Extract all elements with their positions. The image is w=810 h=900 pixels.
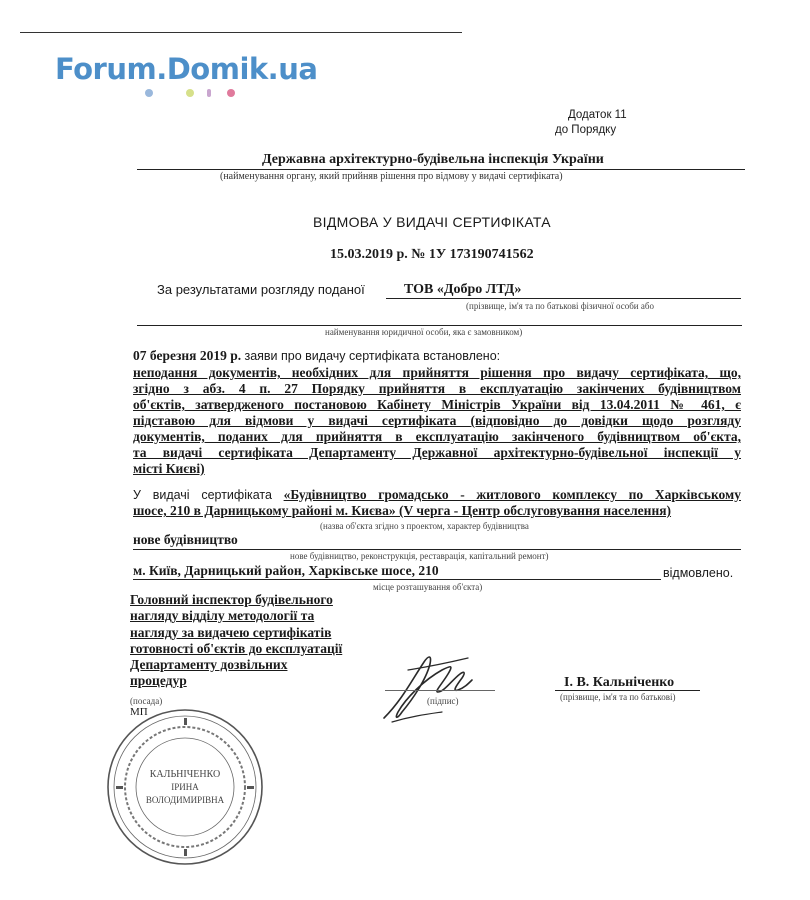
position-line: готовності об'єктів до експлуатації xyxy=(130,640,343,656)
watermark-dot xyxy=(227,89,235,97)
stamp-text-2: ІРИНА xyxy=(171,782,199,792)
applicant-underline xyxy=(386,298,741,299)
construction-caption: нове будівництво, реконструкція, реставрація, капітальний ремонт) xyxy=(290,551,549,561)
object-name-line-2: шосе, 210 в Дарницькому районі м. Києва» (V черга - Центр обслуговування населення) xyxy=(133,503,672,518)
top-rule xyxy=(20,32,462,33)
position-line: Головний інспектор будівельного xyxy=(130,592,333,607)
object-prefix: У видачі сертифіката xyxy=(133,488,272,502)
signature-caption: (підпис) xyxy=(427,696,459,706)
address-underline xyxy=(133,579,661,580)
reason-line: згідно з абз. 4 п. 27 Порядку прийняття в експлуатацію закінчених будівництвом xyxy=(133,381,741,396)
refusal-reason xyxy=(133,365,741,477)
reason-line: об'єктів, затвердженого постановою Кабінету Міністрів України від 13.04.2011 № 461, є xyxy=(133,397,741,412)
signature-line xyxy=(385,690,495,691)
watermark-dot xyxy=(207,89,211,97)
watermark-dot xyxy=(145,89,153,97)
position-line: процедур xyxy=(130,673,187,689)
official-name-underline xyxy=(555,690,700,691)
authority-caption: (найменування органу, який прийняв рішення про відмову у видачі сертифіката) xyxy=(220,171,563,182)
object-name-line-1: «Будівництво громадсько - житлового комплексу по Харківському xyxy=(283,487,741,502)
statement-line xyxy=(133,348,500,364)
signature-image xyxy=(372,640,482,730)
official-name: І. В. Кальніченко xyxy=(564,675,675,690)
position-line: нагляду відділу методології та xyxy=(130,608,315,624)
statement-text: заяви про видачу сертифіката встановлено: xyxy=(244,349,501,363)
applicant-name: ТОВ «Добро ЛТД» xyxy=(404,282,522,297)
construction-type: нове будівництво xyxy=(133,532,238,547)
applicant-caption-2: найменування юридичної особи, яка є замовником) xyxy=(325,327,523,337)
refusal-word: відмовлено. xyxy=(663,566,734,580)
applicant-line-2 xyxy=(137,325,742,326)
appendix-line-1: Додаток 11 xyxy=(568,109,627,121)
position-line: нагляду за видачею сертифікатів xyxy=(130,624,332,640)
object-block xyxy=(133,487,741,519)
location-caption: місце розташування об'єкта) xyxy=(373,582,483,592)
statement-date: 07 березня 2019 р. xyxy=(133,348,242,363)
authority-underline xyxy=(137,169,745,170)
construction-underline xyxy=(133,549,741,550)
object-caption: (назва об'єкта згідно з проектом, характер будівництва xyxy=(320,521,529,531)
position-line: Департаменту дозвільних xyxy=(130,657,288,673)
reason-line: та видачі сертифіката Департаменту Державної архітектурно-будівельної інспекції у xyxy=(133,445,741,460)
applicant-caption-1: (прізвище, ім'я та по батькові фізичної особи або xyxy=(466,301,654,311)
appendix-note xyxy=(555,108,627,138)
stamp-text-1: КАЛЬНІЧЕНКО xyxy=(149,769,221,780)
object-address: м. Київ, Дарницький район, Харківське шосе, 210 xyxy=(133,563,439,578)
official-position xyxy=(130,592,342,690)
reason-line: документів, поданих для прийняття в експлуатацію закінченого будівництвом об'єкта, xyxy=(133,429,741,444)
official-stamp xyxy=(105,707,265,867)
stamp-text-3: ВОЛОДИМИРІВНА xyxy=(145,795,225,805)
watermark-logo: Forum.Domik.ua xyxy=(55,52,318,86)
decision-number: 15.03.2019 р. № 1У 173190741562 xyxy=(330,247,534,262)
reason-line-last: місті Києві) xyxy=(133,461,205,476)
reason-line: неподання документів, необхідних для прийняття рішення про видачу сертифіката, що, xyxy=(133,365,741,380)
official-name-caption: (прізвище, ім'я та по батькові) xyxy=(560,692,676,702)
reason-line: підставою для відмови у видачі сертифіката (відповідно до довідки щодо розгляду xyxy=(133,413,741,428)
mp-label: МП xyxy=(130,706,148,718)
document-title: ВІДМОВА У ВИДАЧІ СЕРТИФІКАТА xyxy=(313,214,551,230)
position-caption: (посада) xyxy=(130,696,163,706)
authority-name: Державна архітектурно-будівельна інспекція України xyxy=(262,152,604,167)
watermark-dot xyxy=(186,89,194,97)
applicant-intro: За результатами розгляду поданої xyxy=(157,282,365,297)
appendix-line-2: до Порядку xyxy=(555,124,617,136)
